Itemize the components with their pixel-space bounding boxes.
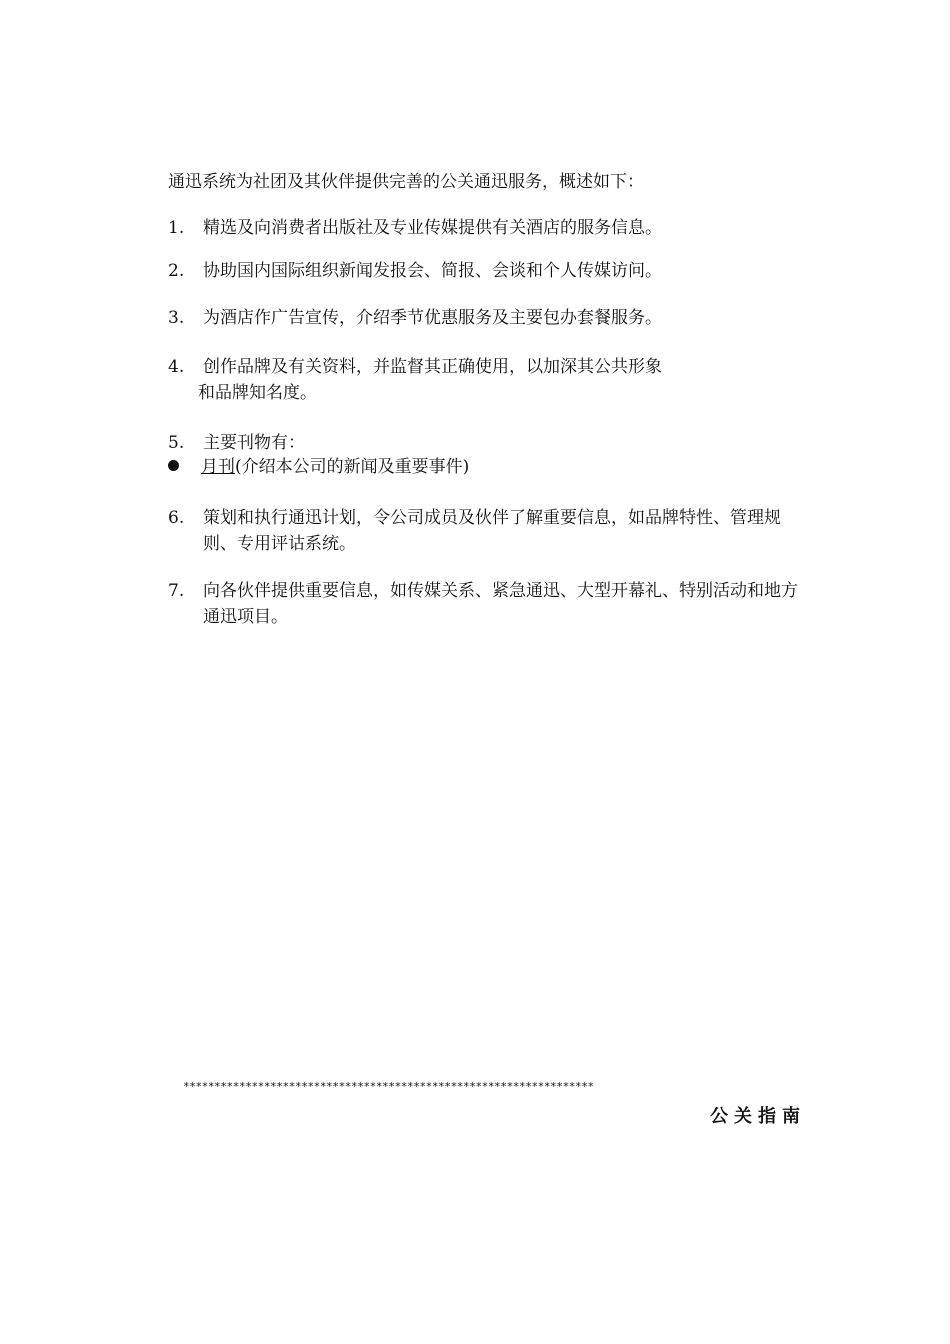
list-item-text: 向各伙伴提供重要信息，如传媒关系、紧急通迅、大型开幕礼、特别活动和地方通迅项目。: [203, 581, 798, 627]
bullet-underlined-text: 月刊: [201, 457, 235, 477]
list-item-text: 协助国内国际组织新闻发报会、简报、会谈和个人传媒访问。: [203, 261, 662, 281]
list-item-text: 为酒店作广告宣传，介绍季节优惠服务及主要包办套餐服务。: [203, 308, 662, 328]
bullet-item: [168, 455, 469, 479]
footer-title: 公关指南: [710, 1106, 806, 1127]
list-item-number: 1.: [168, 218, 185, 238]
list-item-4: [168, 354, 818, 406]
list-item-number: 3.: [168, 308, 185, 328]
bullet-rest-text: (介绍本公司的新闻及重要事件): [235, 457, 470, 477]
list-item-text-line1: 创作品牌及有关资料，并监督其正确使用，以加深其公共形象: [203, 357, 662, 377]
footer-divider: ******************************************************************: [183, 1080, 594, 1093]
list-item-2: [168, 258, 818, 284]
list-item-7: [168, 578, 818, 630]
bullet-icon: [168, 460, 179, 471]
list-item-number: 5.: [168, 433, 185, 453]
list-item-number: 2.: [168, 261, 185, 281]
list-item-number: 7.: [168, 581, 185, 601]
list-item-text: [198, 354, 813, 406]
list-item-6: [168, 505, 818, 557]
list-item-5: [168, 430, 818, 456]
list-item-text: 主要刊物有：: [203, 433, 305, 453]
intro-text: 通迅系统为社团及其伙伴提供完善的公关通迅服务，概述如下：: [168, 172, 644, 192]
list-item-1: [168, 215, 818, 241]
list-item-number: 4.: [168, 357, 185, 377]
list-item-3: [168, 305, 818, 331]
list-item-text: 策划和执行通迅计划，令公司成员及伙伴了解重要信息，如品牌特性、管理规则、专用评诂系统。: [203, 508, 781, 554]
list-item-text-line2: 和品牌知名度。: [198, 383, 317, 403]
list-item-text: 精选及向消费者出版社及专业传媒提供有关酒店的服务信息。: [203, 218, 662, 238]
list-item-number: 6.: [168, 508, 185, 528]
